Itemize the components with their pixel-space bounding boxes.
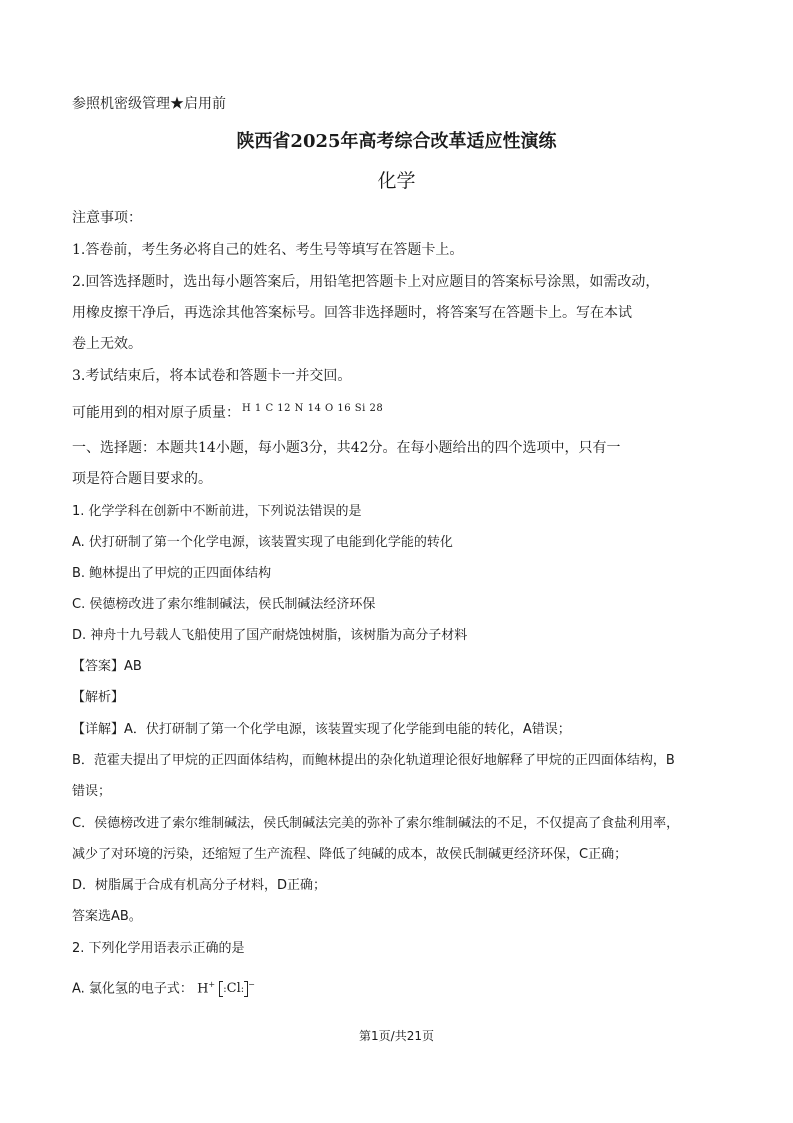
- q1-option-c: C. 侯德榜改进了索尔维制碱法，侯氏制碱法经济环保: [72, 597, 376, 612]
- q1-option-a: A. 伏打研制了第一个化学电源，该装置实现了电能到化学能的转化: [72, 535, 453, 550]
- q1-answer: [72, 658, 142, 676]
- notice-item-1: 1.答卷前，考生务必将自己的姓名、考生号等填写在答题卡上。: [72, 242, 464, 258]
- q2-stem: 2. 下列化学用语表示正确的是: [72, 941, 245, 956]
- q1-detail-b-line-1: B．范霍夫提出了甲烷的正四面体结构，而鲍林提出的杂化轨道理论很好地解释了甲烷的正四面体结构，B: [72, 753, 675, 768]
- q1-detail-b-line-2: 错误；: [72, 784, 112, 799]
- notice-item-2-line-3: 卷上无效。: [72, 336, 142, 352]
- hydrogen-charge: +: [208, 980, 216, 989]
- notice-item-3: 3.考试结束后，将本试卷和答题卡一并交回。: [72, 368, 352, 384]
- atomic-mass-values: H 1 C 12 N 14 O 16 Si 28: [242, 403, 384, 414]
- notice-heading: 注意事项：: [72, 210, 142, 226]
- answer-tag: 【答案】: [72, 659, 125, 674]
- detail-a-text: A．伏打研制了第一个化学电源，该装置实现了化学能到电能的转化，A错误；: [124, 722, 571, 737]
- answer-value: AB: [124, 659, 142, 674]
- q1-option-d: D. 神舟十九号载人飞船使用了国产耐烧蚀树脂，该树脂为高分子材料: [72, 628, 468, 643]
- q1-detail-d: D．树脂属于合成有机高分子材料，D正确；: [72, 878, 327, 893]
- chloride-charge: −: [248, 980, 255, 989]
- chlorine-symbol: Cl: [226, 980, 241, 996]
- hydrogen-symbol: H: [197, 981, 209, 997]
- chloride-bracket: :Cl:: [219, 981, 248, 997]
- q1-detail-a: [72, 721, 571, 739]
- q2-option-a: [72, 976, 255, 998]
- q1-detail-c-line-2: 减少了对环境的污染，还缩短了生产流程、降低了纯碱的成本，故侯氏制碱更经济环保，C正确；: [72, 847, 628, 862]
- page-footer: 第1页/共21页: [359, 1029, 434, 1043]
- notice-item-2-line-2: 用橡皮擦干净后，再选涂其他答案标号。回答非选择题时，将答案写在答题卡上。写在本试: [72, 305, 632, 321]
- exam-title: 陕西省2025年高考综合改革适应性演练: [236, 131, 557, 152]
- section-1-line-2: 项是符合题目要求的。: [72, 471, 212, 487]
- notice-item-2-line-1: 2.回答选择题时，选出每小题答案后，用铅笔把答题卡上对应题目的答案标号涂黑，如需改动，: [72, 274, 660, 290]
- confidential-label: 参照机密级管理★启用前: [72, 96, 226, 112]
- atomic-mass-label: 可能用到的相对原子质量：: [72, 405, 240, 421]
- q1-option-b: B. 鲍林提出了甲烷的正四面体结构: [72, 566, 272, 581]
- q1-analysis-tag: 【解析】: [72, 690, 125, 705]
- hcl-electron-formula: [197, 976, 255, 998]
- q2-option-a-label: A. 氯化氢的电子式：: [72, 981, 193, 997]
- section-1-line-1: 一、选择题：本题共14小题，每小题3分，共42分。在每小题给出的四个选项中，只有一: [72, 440, 621, 456]
- q1-conclusion: 答案选AB。: [72, 909, 142, 924]
- subject-title: 化学: [377, 170, 416, 192]
- q1-stem: 1. 化学学科在创新中不断前进，下列说法错误的是: [72, 504, 362, 519]
- q1-detail-c-line-1: C．侯德榜改进了索尔维制碱法，侯氏制碱法完美的弥补了索尔维制碱法的不足，不仅提高了食盐利用率，: [72, 816, 680, 831]
- detail-tag: 【详解】: [72, 722, 125, 737]
